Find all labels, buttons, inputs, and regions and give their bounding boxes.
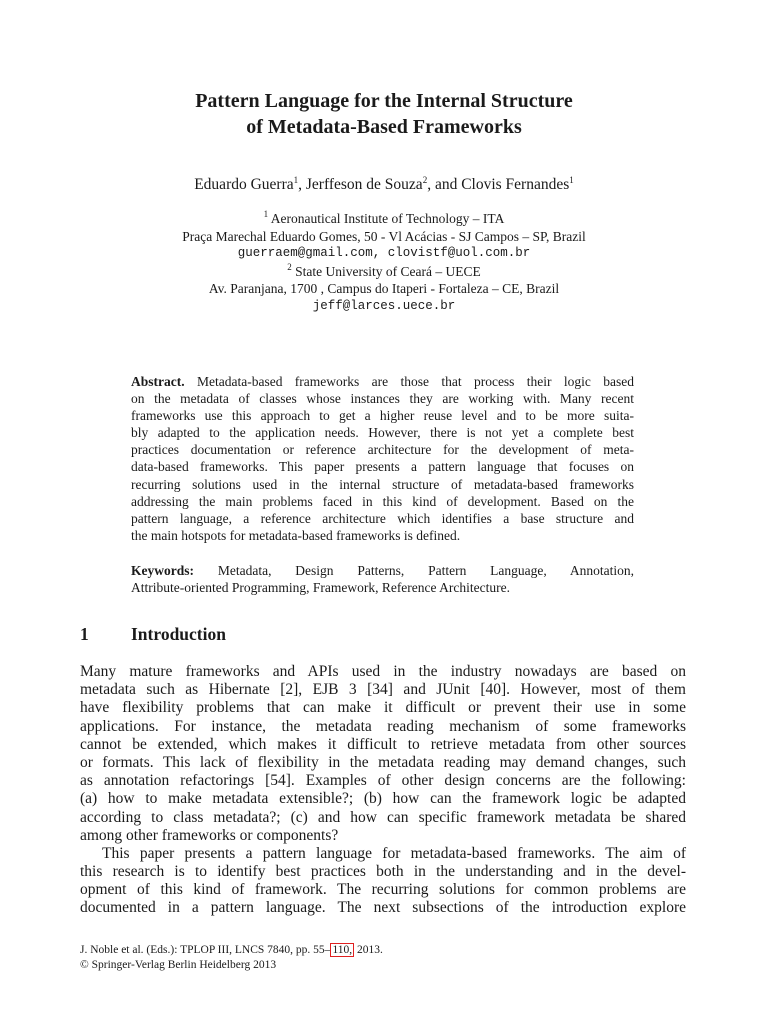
paragraph-line: or formats. This lack of flexibility in the metadata reading may demand changes, such (80, 753, 686, 771)
paragraph-line: metadata such as Hibernate [2], EJB 3 [34] and JUnit [40]. However, most of them (80, 681, 686, 699)
paragraph-line: Many mature frameworks and APIs used in the industry nowadays are based on (80, 663, 686, 680)
title-line-2: of Metadata-Based Frameworks (246, 116, 522, 138)
abstract-line: recurring solutions used in the internal structure of metadata-based frameworks (131, 476, 634, 492)
abstract-label: Abstract. (131, 374, 185, 389)
abstract-line: practices documentation or reference architecture for the development of meta- (131, 442, 634, 458)
paragraph-line: applications. For instance, the metadata reading mechanism of some frameworks (80, 717, 686, 735)
citation-line: J. Noble et al. (Eds.): TPLOP III, LNCS 7840, pp. 55– 110, 2013. (80, 944, 383, 956)
affiliation-1-address: Praça Marechal Eduardo Gomes, 50 - Vl Acácias - SJ Campos – SP, Brazil (182, 228, 586, 244)
keywords-label: Keywords: (131, 563, 194, 578)
affiliation-2-name: $^2$ State University of Ceará – UECE (287, 261, 481, 279)
paper-title (84, 88, 684, 140)
abstract-line: on the metadata of classes whose instances they are working with. Many recent (131, 391, 634, 407)
abstract-line: the main hotspots for metadata-based frameworks is defined. (131, 527, 461, 543)
author-list (84, 176, 684, 194)
abstract-line: data-based frameworks. This paper presents a pattern language that focuses on (131, 459, 634, 475)
affiliations (84, 210, 684, 316)
abstract-line: bly adapted to the application needs. However, there is not yet a complete best (131, 425, 634, 441)
paragraph-line: This paper presents a pattern language for metadata-based frameworks. The aim of (102, 844, 686, 862)
author-name: , Jerffeson de Souza (298, 176, 423, 193)
author-affiliation-mark: 1 (569, 175, 574, 185)
abstract (131, 373, 634, 544)
abstract-line: addressing the main problems faced in this kind of development. Based on the (131, 493, 634, 509)
section-heading (80, 624, 226, 645)
paragraph-line: opment of this kind of framework. The recurring solutions for common problems are (80, 881, 686, 899)
paragraph-line: this research is to identify best practices both in the understanding and in the devel- (80, 863, 686, 881)
abstract-line: pattern language, a reference architecture which identifies a base structure and (131, 510, 634, 526)
abstract-line: Abstract. Metadata-based frameworks are those that process their logic based (131, 374, 634, 389)
page-range-link[interactable]: 110, (332, 944, 353, 956)
paragraph-line: according to class metadata?; (c) and how can specific framework metadata be shared (80, 808, 686, 826)
paragraph-line: cannot be extended, which makes it difficult to retrieve metadata from other sources (80, 735, 686, 753)
author-affiliation-mark: 1 (293, 175, 299, 185)
affiliation-1-name: $^1$ Aeronautical Institute of Technology – ITA (263, 209, 505, 226)
title-line-1: Pattern Language for the Internal Structure (195, 90, 573, 112)
author-name: Eduardo Guerra (194, 176, 294, 193)
page-footer (80, 943, 383, 973)
paragraph-line: have flexibility problems that can make it difficult or prevent their use in some (80, 699, 686, 717)
author-name: , and Clovis Fernandes (427, 176, 570, 193)
keywords-line: Attribute-oriented Programming, Framework, Reference Architecture. (131, 580, 510, 596)
body-text (80, 663, 686, 918)
paragraph-line: (a) how to make metadata extensible?; (b) how can the framework logic be adapted (80, 790, 686, 808)
section-number: 1 (80, 624, 89, 644)
abstract-line: frameworks use this approach to get a higher reuse level and to be more suita- (131, 408, 634, 424)
keywords-line: Keywords: Metadata, Design Patterns, Pattern Language, Annotation, (131, 563, 634, 578)
affiliation-1-emails: guerraem@gmail.com, clovistf@uol.com.br (237, 246, 531, 261)
paragraph-line: documented in a pattern language. The next subsections of the introduction explore (80, 899, 686, 917)
author-affiliation-mark: 2 (422, 175, 428, 185)
affiliation-2-address: Av. Paranjana, 1700 , Campus do Itaperi - Fortaleza – CE, Brazil (208, 281, 560, 297)
copyright-line: © Springer-Verlag Berlin Heidelberg 2013 (80, 959, 277, 971)
paragraph-line: among other frameworks or components? (80, 826, 339, 844)
affiliation-2-email: jeff@larces.uece.br (312, 298, 456, 313)
section-title: Introduction (131, 624, 226, 644)
keywords (131, 562, 634, 596)
paragraph-line: as annotation refactorings [54]. Examples of other design concerns are the following: (80, 772, 686, 790)
